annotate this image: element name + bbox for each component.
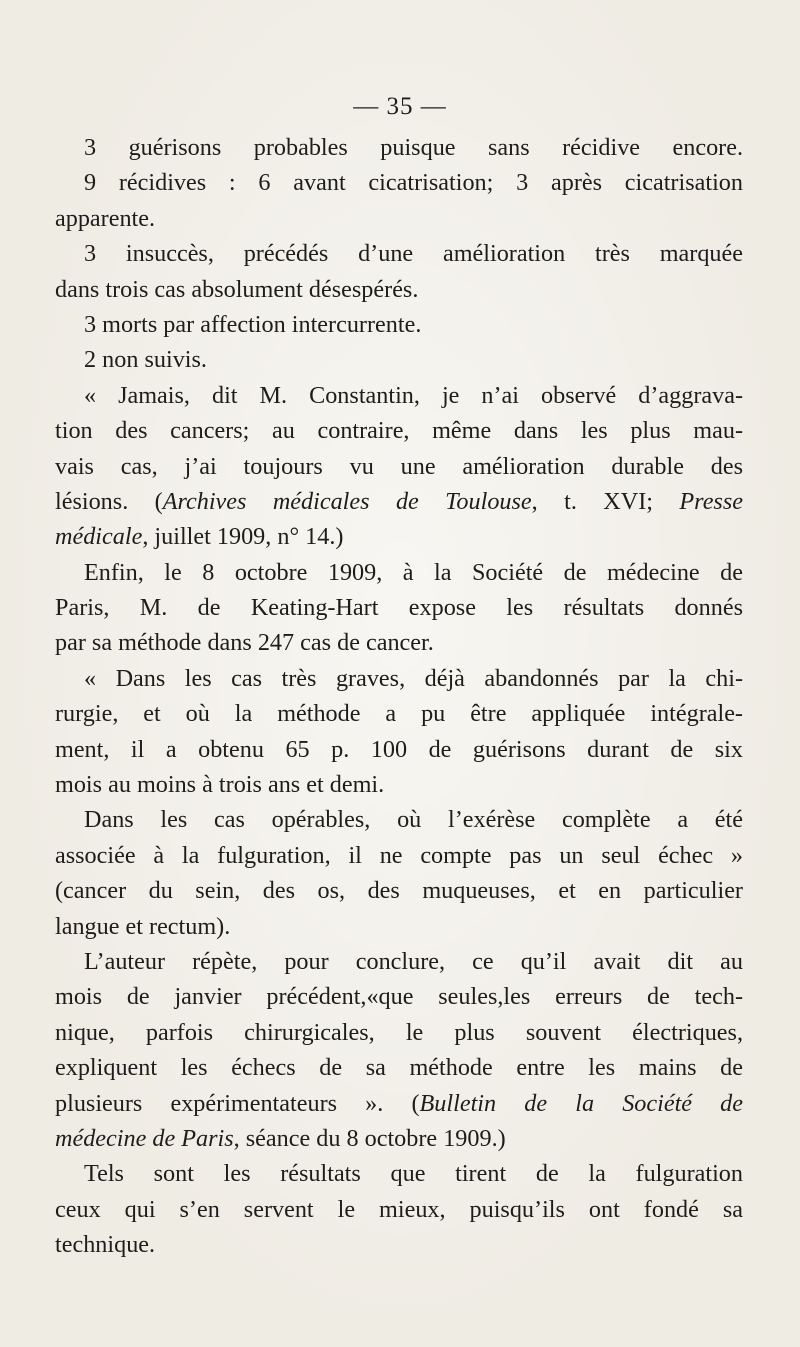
text-run: , juillet 1909, n° 14.) [142,523,344,551]
text-run: Enfin, le 8 octobre 1909, à la Société de médecine de [84,558,743,586]
text-run: « Jamais, dit M. Constantin, je n’ai observé d’aggrava- [84,381,743,409]
text-run: (cancer du sein, des os, des muqueuses, et en particulier [55,877,743,905]
text-line [55,802,743,837]
text-line [55,1227,743,1262]
text-line [55,307,743,342]
text-line-content [84,1160,743,1187]
text-line-content [55,771,384,798]
text-run: vais cas, j’ai toujours vu une amélioration durable des [55,452,743,480]
text-run: 3 guérisons probables puisque sans récidive encore. [84,134,743,161]
text-line-content [84,134,743,161]
text-run: rurgie, et où la méthode a pu être appliquée intégrale- [55,700,743,728]
text-line-content [55,842,743,869]
text-line-content [84,948,743,975]
text-run: mois de janvier précédent,«que seules,les erreurs de tech- [55,983,743,1011]
text-line [55,661,743,696]
text-line-content [55,417,743,444]
text-line [55,201,743,236]
text-line [55,519,743,554]
text-line [55,873,743,908]
text-line [55,1050,743,1085]
text-line-content [55,1090,743,1117]
text-line-content [84,806,743,833]
text-run: L’auteur répète, pour conclure, ce qu’il avait dit au [84,947,743,975]
text-line-content [55,700,743,727]
text-line-content [55,736,743,763]
text-run: Paris, M. de Keating-Hart expose les résultats donnés [55,594,743,622]
text-run: 3 insuccès, précédés d’une amélioration très marquée [84,240,743,268]
text-line-content [55,877,743,904]
text-line-content [55,1125,506,1152]
text-line-content [84,240,743,267]
page-number: — 35 — [353,93,447,120]
text-line [55,484,743,519]
text-line-content [55,1231,155,1258]
text-run: ment, il a obtenu 65 p. 100 de guérisons durant de six [55,735,743,763]
text-run: Tels sont les résultats que tirent de la fulguration [84,1160,743,1188]
text-run: « Dans les cas très graves, déjà abandonnés par la chi- [84,664,743,692]
text-run: tion des cancers; au contraire, même dans les plus mau- [55,417,743,445]
text-run: , séance du 8 octobre 1909.) [233,1124,506,1152]
text-run: dans trois cas absolument désespérés. [55,275,419,303]
text-line-content [55,205,155,232]
text-line-content [55,276,418,303]
text-line [55,378,743,413]
text-line [55,236,743,271]
text-run: ceux qui s’en servent le mieux, puisqu’ils ont fondé sa [55,1195,743,1223]
text-line [55,1015,743,1050]
text-line-content [55,983,743,1010]
text-run: 2 non suivis. [84,346,207,374]
text-run: nique, parfois chirurgicales, le plus souvent électriques, [55,1018,743,1046]
text-line-content [55,523,343,550]
text-line [55,413,743,448]
text-run: apparente. [55,204,156,232]
text-line-content [84,311,421,338]
text-line [55,979,743,1014]
text-line-content [84,382,743,409]
text-run: associée à la fulguration, il ne compte pas un seul échec » [55,841,743,869]
text-run: expliquent les échecs de sa méthode entre les mains de [55,1054,743,1082]
text-run: Dans les cas opérables, où l’exérèse complète a été [84,806,743,834]
text-line-content [84,665,743,692]
text-run: , t. XVI; [531,487,680,515]
text-line [55,732,743,767]
text-line [55,1192,743,1227]
text-line-content [55,1054,743,1081]
text-line-content [55,913,230,940]
text-line [55,838,743,873]
text-line-content [55,453,743,480]
text-line-content [84,559,743,586]
text-line [55,342,743,377]
text-line [55,130,743,165]
text-line-content [55,1019,743,1046]
text-run: par sa méthode dans 247 cas de cancer. [55,629,434,657]
text-line [55,272,743,307]
italic-citation: Archives médicales de Toulouse [162,487,532,515]
text-run: plusieurs expérimentateurs ». ( [55,1089,420,1117]
text-line [55,555,743,590]
text-line [55,449,743,484]
text-line [55,944,743,979]
text-line-content [84,169,743,196]
text-run: 9 récidives : 6 avant cicatrisation; 3 après cicatrisation [84,169,743,197]
text-line-content [55,488,743,515]
italic-citation: médicale [55,523,143,551]
text-line [55,696,743,731]
text-line [55,767,743,802]
text-line [55,590,743,625]
italic-citation: médecine de Paris [55,1124,234,1152]
text-line-content [55,629,434,656]
text-line [55,1121,743,1156]
text-line [55,909,743,944]
text-run: 3 morts par affection intercurrente. [84,310,422,338]
text-line [55,1156,743,1191]
text-run: langue et rectum). [55,912,231,940]
page-text-body [55,130,743,1263]
text-line [55,625,743,660]
text-line-content [55,594,743,621]
italic-citation: Bulletin de la Société de [419,1089,743,1117]
text-line [55,1086,743,1121]
text-line-content [55,1196,743,1223]
italic-citation: Presse [679,487,743,515]
text-run: lésions. ( [55,487,163,515]
text-line [55,165,743,200]
text-line-content [84,346,207,373]
text-run: technique. [55,1231,156,1259]
text-run: mois au moins à trois ans et demi. [55,771,385,799]
